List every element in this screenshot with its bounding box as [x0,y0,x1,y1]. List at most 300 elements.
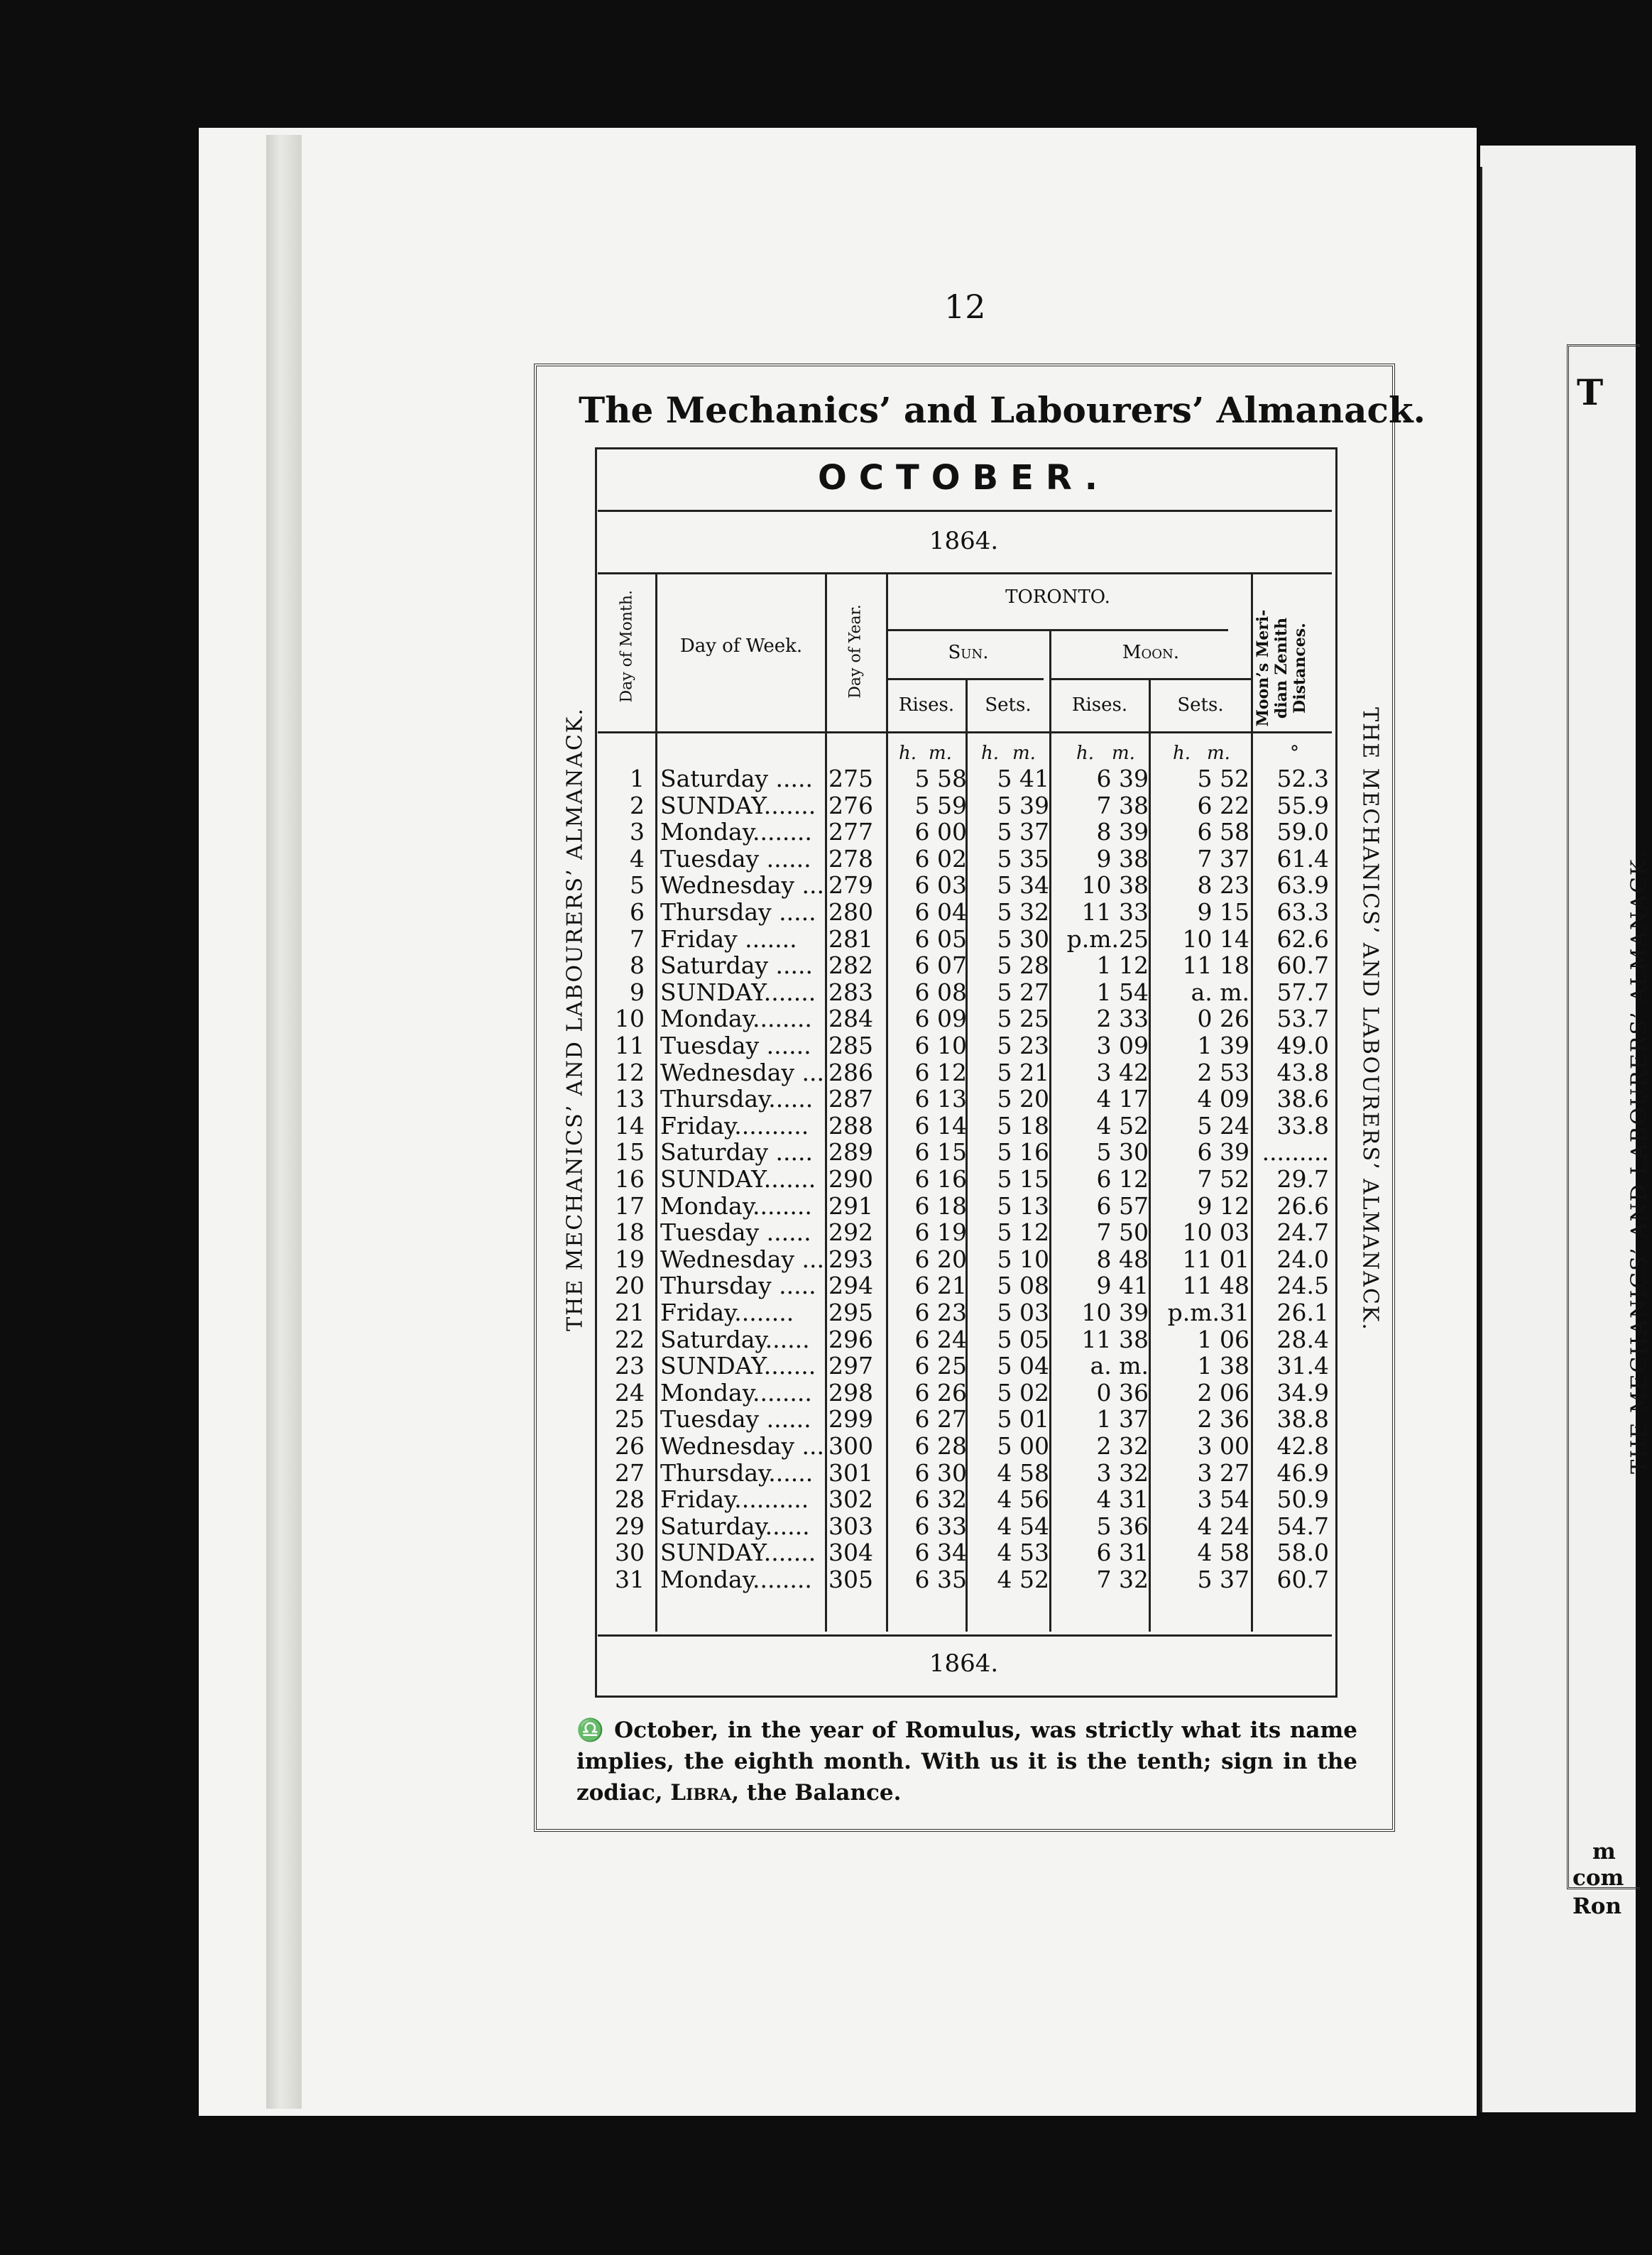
day-of-week-cell: Saturday...... [660,1325,810,1353]
moon-rises-cell: 10 39 [1081,1299,1149,1326]
year-bottom: 1864. [929,1649,999,1678]
sun-rises-cell: 6 24 [914,1325,967,1353]
moon-rises-cell: 7 50 [1096,1218,1149,1247]
day-of-month-cell: 6 [630,898,645,926]
day-of-month-cell: 29 [615,1512,645,1540]
unit-m: m. [929,743,952,764]
moon-rises-cell: 1 37 [1096,1405,1149,1434]
zenith-distance-cell: 60.7 [1276,951,1329,980]
zenith-distance-cell: 61.4 [1276,844,1329,873]
table-row [598,792,1332,819]
table-row [598,1299,1332,1326]
table-row [598,1406,1332,1433]
day-of-week-cell: Tuesday ...... [660,1032,811,1059]
moon-sets-cell: 7 52 [1197,1165,1249,1193]
moon-rises-cell: a. m. [1090,1352,1149,1380]
day-of-year-cell: 297 [828,1352,873,1380]
unit-h: h. [1076,743,1095,764]
zenith-distance-cell: 24.5 [1276,1272,1329,1300]
day-of-year-cell: 282 [828,951,873,980]
day-of-week-cell: Saturday...... [660,1512,810,1540]
sun-rises-cell: 6 20 [914,1245,967,1273]
zenith-distance-cell: 52.3 [1276,765,1329,792]
zenith-distance-cell: 24.7 [1276,1218,1329,1247]
moon-rises-cell: 1 12 [1096,951,1149,980]
sun-rises-cell: 6 12 [914,1058,967,1086]
day-of-month-cell: 3 [630,818,645,846]
sun-rises-cell: 6 27 [914,1405,967,1434]
day-of-month-cell: 22 [615,1325,645,1353]
day-of-year-cell: 276 [828,791,873,819]
moon-sets-cell: 10 14 [1182,924,1249,953]
day-of-month-cell: 14 [615,1111,645,1140]
moon-rises-cell: 5 36 [1096,1512,1149,1540]
sun-rises-cell: 6 35 [914,1566,967,1593]
zenith-distance-cell: 50.9 [1276,1485,1329,1514]
moon-sets-cell: 5 37 [1197,1566,1249,1593]
day-of-week-cell: Wednesday ... [660,1058,824,1086]
day-of-week-cell: SUNDAY....... [660,978,816,1006]
facing-page-title: T [1577,371,1604,413]
day-of-year-cell: 281 [828,924,873,953]
sun-rises-cell: 6 03 [914,871,967,900]
moon-rises-cell: 7 38 [1096,791,1149,819]
zenith-distance-cell: 49.0 [1276,1032,1329,1059]
unit-m: m. [1012,743,1036,764]
page-title: The Mechanics’ and Labourers’ Almanack. [579,389,1426,431]
header-rule [598,731,1332,733]
moon-rises-cell: 8 39 [1096,818,1149,846]
unit-h: h. [981,743,1000,764]
day-of-year-cell: 292 [828,1218,873,1247]
moon-sets-cell: 7 37 [1197,844,1249,873]
sun-sets-cell: 5 23 [997,1032,1049,1059]
header-day-of-week: Day of Week. [679,635,803,657]
day-of-year-cell: 295 [828,1299,873,1326]
table-row [598,1433,1332,1460]
day-of-year-cell: 290 [828,1165,873,1193]
sun-rises-cell: 6 07 [914,951,967,980]
sun-rises-cell: 6 26 [914,1378,967,1407]
sun-sets-cell: 5 08 [997,1272,1049,1300]
day-of-week-cell: Tuesday ...... [660,1218,811,1247]
table-row [598,926,1332,953]
moon-rises-cell: 4 17 [1096,1085,1149,1113]
header-day-of-month: Day of Month. [618,589,636,703]
units-row [598,741,1332,768]
unit-degree: ° [1290,743,1299,764]
sun-rises-cell: 6 04 [914,898,967,926]
moon-rises-cell: 1 54 [1096,978,1149,1006]
day-of-year-cell: 300 [828,1432,873,1460]
day-of-month-cell: 21 [615,1299,645,1326]
table-row [598,1380,1332,1407]
sun-sets-cell: 5 04 [997,1352,1049,1380]
zenith-distance-cell: 38.6 [1276,1085,1329,1113]
unit-h: h. [1173,743,1191,764]
zenith-distance-cell: 60.7 [1276,1566,1329,1593]
zenith-distance-cell: 63.3 [1276,898,1329,926]
day-of-month-cell: 7 [630,924,645,953]
libra-icon: ♎ [576,1718,606,1743]
zenith-distance-cell: 54.7 [1276,1512,1329,1540]
moon-sets-cell: a. m. [1191,978,1249,1006]
day-of-week-cell: Thursday ..... [660,1272,816,1300]
sun-sets-cell: 5 28 [997,951,1049,980]
moon-rises-cell: 6 31 [1096,1539,1149,1567]
day-of-year-cell: 286 [828,1058,873,1086]
sun-sets-cell: 5 15 [997,1165,1049,1193]
table-row [598,1193,1332,1220]
day-of-week-cell: Friday.......... [660,1111,809,1140]
day-of-week-cell: Friday ....... [660,924,797,953]
header-moon: Moon. [1122,642,1180,663]
footer-rule [598,1634,1332,1637]
moon-rises-cell: 4 52 [1096,1111,1149,1140]
sun-sets-cell: 4 53 [997,1539,1049,1567]
zenith-distance-cell: 43.8 [1276,1058,1329,1086]
table-row [598,1086,1332,1113]
day-of-month-cell: 9 [630,978,645,1006]
sun-rises-cell: 6 23 [914,1299,967,1326]
day-of-week-cell: Wednesday ... [660,1245,824,1273]
day-of-year-cell: 302 [828,1485,873,1514]
moon-rises-cell: 8 48 [1096,1245,1149,1273]
moon-sets-cell: 3 54 [1197,1485,1249,1514]
moon-rises-cell: 7 32 [1096,1566,1149,1593]
moon-sets-cell: 1 38 [1197,1352,1249,1380]
day-of-week-cell: Friday.......... [660,1485,809,1514]
sun-sets-cell: 5 00 [997,1432,1049,1460]
sun-sets-cell: 5 03 [997,1299,1049,1326]
footnote-text-1: October, in the year of Romulus, was strictly what its name implies, the eighth month. With us it is the tenth; sign in the zodiac, [576,1718,1357,1806]
day-of-month-cell: 23 [615,1352,645,1380]
sun-rises-cell: 5 59 [914,791,967,819]
month-title: OCTOBER. [817,458,1110,498]
day-of-week-cell: Monday........ [660,1378,812,1407]
zenith-distance-cell: 29.7 [1276,1165,1329,1193]
day-of-year-cell: 278 [828,844,873,873]
sun-rises-cell: 6 08 [914,978,967,1006]
libra-footnote [576,1715,1357,1808]
day-of-month-cell: 11 [615,1032,645,1059]
zenith-distance-cell: 46.9 [1276,1458,1329,1487]
moon-rises-cell: 11 38 [1081,1325,1149,1353]
sun-sets-cell: 5 01 [997,1405,1049,1434]
moon-sets-cell: 4 09 [1197,1085,1249,1113]
day-of-year-cell: 296 [828,1325,873,1353]
moon-sets-cell: 6 39 [1197,1138,1249,1167]
moon-sets-cell: 2 06 [1197,1378,1249,1407]
day-of-year-cell: 279 [828,871,873,900]
moon-rises-cell: 9 38 [1096,844,1149,873]
sun-sets-cell: 5 41 [997,765,1049,792]
sun-sets-cell: 4 54 [997,1512,1049,1540]
sun-rises-cell: 6 00 [914,818,967,846]
zenith-distance-cell: 59.0 [1276,818,1329,846]
moon-sets-cell: 4 58 [1197,1539,1249,1567]
day-of-week-cell: Saturday ..... [660,765,813,792]
moon-sets-cell: 0 26 [1197,1005,1249,1033]
day-of-year-cell: 288 [828,1111,873,1140]
unit-h: h. [899,743,917,764]
day-of-year-cell: 287 [828,1085,873,1113]
day-of-week-cell: Tuesday ...... [660,844,811,873]
sun-sets-cell: 5 20 [997,1085,1049,1113]
moon-sets-cell: 3 27 [1197,1458,1249,1487]
zenith-distance-cell: 58.0 [1276,1539,1329,1567]
table-row [598,819,1332,846]
sun-rises-cell: 6 05 [914,924,967,953]
table-row [598,1139,1332,1166]
header-moon-sets: Sets. [1177,694,1224,716]
day-of-week-cell: Monday........ [660,1005,812,1033]
page-number: 12 [944,288,986,326]
day-of-month-cell: 8 [630,951,645,980]
table-row [598,899,1332,926]
moon-sets-cell: 9 15 [1197,898,1249,926]
table-row [598,1513,1332,1540]
day-of-week-cell: Thursday...... [660,1085,814,1113]
table-row [598,1272,1332,1299]
zenith-distance-cell: 53.7 [1276,1005,1329,1033]
sun-sets-cell: 5 18 [997,1111,1049,1140]
table-row [598,952,1332,979]
moon-rises-cell: 4 31 [1096,1485,1149,1514]
moon-sets-cell: 5 52 [1197,765,1249,792]
unit-m: m. [1207,743,1230,764]
day-of-week-cell: SUNDAY....... [660,1165,816,1193]
day-of-month-cell: 2 [630,791,645,819]
day-of-week-cell: Wednesday ... [660,871,824,900]
day-of-year-cell: 277 [828,818,873,846]
facing-page-line1: m [1592,1839,1616,1864]
sun-rises-cell: 6 25 [914,1352,967,1380]
sun-rises-cell: 6 19 [914,1218,967,1247]
zenith-distance-cell: 34.9 [1276,1378,1329,1407]
sun-rises-cell: 5 58 [914,765,967,792]
sun-sets-cell: 4 52 [997,1566,1049,1593]
table-row [598,872,1332,899]
right-side-label: THE MECHANICS’ AND LABOURERS’ ALMANACK. [1357,707,1383,1331]
moon-sets-cell: 5 24 [1197,1111,1249,1140]
day-of-week-cell: Tuesday ...... [660,1405,811,1434]
day-of-month-cell: 17 [615,1191,645,1220]
moon-rises-cell: 3 42 [1096,1058,1149,1086]
table-row [598,1353,1332,1380]
moon-sets-cell: 6 22 [1197,791,1249,819]
sun-sets-cell: 5 05 [997,1325,1049,1353]
moon-rises-cell: 2 33 [1096,1005,1149,1033]
sun-sets-cell: 5 30 [997,924,1049,953]
day-of-month-cell: 10 [615,1005,645,1033]
day-of-week-cell: SUNDAY....... [660,791,816,819]
facing-page-line3: Ron [1572,1894,1621,1919]
table-row [598,979,1332,1006]
day-of-month-cell: 18 [615,1218,645,1247]
sun-sets-cell: 4 56 [997,1485,1049,1514]
zenith-distance-cell: 28.4 [1276,1325,1329,1353]
sun-rises-cell: 6 16 [914,1165,967,1193]
sun-sets-cell: 5 32 [997,898,1049,926]
header-sun-rises: Rises. [898,694,955,716]
month-rule [598,510,1332,512]
moon-sets-cell: 2 36 [1197,1405,1249,1434]
day-of-week-cell: Monday........ [660,818,812,846]
sun-rises-cell: 6 09 [914,1005,967,1033]
day-of-month-cell: 31 [615,1566,645,1593]
zenith-distance-cell: 24.0 [1276,1245,1329,1273]
sun-sets-cell: 5 21 [997,1058,1049,1086]
zenith-distance-cell: 26.6 [1276,1191,1329,1220]
sun-sets-cell: 5 10 [997,1245,1049,1273]
day-of-year-cell: 303 [828,1512,873,1540]
moon-sets-cell: 4 24 [1197,1512,1249,1540]
day-of-week-cell: Wednesday ... [660,1432,824,1460]
day-of-year-cell: 305 [828,1566,873,1593]
header-zenith-distances: Moon’s Meri-dian Zenith Distances. [1254,609,1309,727]
day-of-month-cell: 20 [615,1272,645,1300]
table-row [598,1032,1332,1059]
day-of-month-cell: 30 [615,1539,645,1567]
moon-sets-cell: p.m.31 [1167,1299,1249,1326]
sun-rises-cell: 6 14 [914,1111,967,1140]
header-sun: Sun. [948,642,989,663]
header-toronto: TORONTO. [1005,586,1110,608]
table-row [598,846,1332,873]
sun-rises-cell: 6 18 [914,1191,967,1220]
day-of-month-cell: 28 [615,1485,645,1514]
zenith-distance-cell: ......... [1262,1138,1329,1167]
day-of-year-cell: 304 [828,1539,873,1567]
moon-sets-cell: 11 01 [1182,1245,1249,1273]
moon-rises-cell: 3 32 [1096,1458,1149,1487]
moon-rises-cell: 6 39 [1096,765,1149,792]
moon-rises-cell: p.m.25 [1066,924,1149,953]
sun-rises-cell: 6 13 [914,1085,967,1113]
day-of-year-cell: 280 [828,898,873,926]
sun-rises-cell: 6 15 [914,1138,967,1167]
day-of-year-cell: 293 [828,1245,873,1273]
day-of-year-cell: 285 [828,1032,873,1059]
day-of-month-cell: 25 [615,1405,645,1434]
sun-sets-cell: 5 02 [997,1378,1049,1407]
moon-rises-cell: 3 09 [1096,1032,1149,1059]
table-row [598,1166,1332,1193]
moon-rises-cell: 2 32 [1096,1432,1149,1460]
zenith-distance-cell: 55.9 [1276,791,1329,819]
zenith-distance-cell: 63.9 [1276,871,1329,900]
moon-sets-cell: 11 18 [1182,951,1249,980]
sun-sets-cell: 4 58 [997,1458,1049,1487]
moon-sets-cell: 2 53 [1197,1058,1249,1086]
table-row [598,1539,1332,1566]
day-of-month-cell: 27 [615,1458,645,1487]
day-of-month-cell: 26 [615,1432,645,1460]
moon-rises-cell: 6 57 [1096,1191,1149,1220]
facing-page [1480,146,1652,2112]
moon-sets-cell: 9 12 [1197,1191,1249,1220]
table-row [598,1326,1332,1353]
table-row [598,1486,1332,1513]
sun-sets-cell: 5 34 [997,871,1049,900]
sun-sets-cell: 5 35 [997,844,1049,873]
sun-rises-cell: 6 21 [914,1272,967,1300]
sun-sets-cell: 5 39 [997,791,1049,819]
zenith-distance-cell: 57.7 [1276,978,1329,1006]
day-of-month-cell: 15 [615,1138,645,1167]
sun-rises-cell: 6 34 [914,1539,967,1567]
sun-sets-cell: 5 13 [997,1191,1049,1220]
header-sun-sets: Sets. [985,694,1032,716]
year-top: 1864. [929,527,999,555]
day-of-week-cell: Thursday ..... [660,898,816,926]
day-of-month-cell: 13 [615,1085,645,1113]
day-of-year-cell: 298 [828,1378,873,1407]
day-of-year-cell: 275 [828,765,873,792]
zenith-distance-cell: 62.6 [1276,924,1329,953]
year-rule [598,572,1332,574]
moon-rises-cell: 5 30 [1096,1138,1149,1167]
sun-rises-cell: 6 33 [914,1512,967,1540]
sun-sets-cell: 5 25 [997,1005,1049,1033]
sun-rises-cell: 6 30 [914,1458,967,1487]
day-of-week-cell: Saturday ..... [660,951,813,980]
sun-rises-cell: 6 10 [914,1032,967,1059]
moon-sets-cell: 11 48 [1182,1272,1249,1300]
day-of-month-cell: 19 [615,1245,645,1273]
table-row [598,1059,1332,1086]
table-row [598,1566,1332,1593]
zenith-distance-cell: 31.4 [1276,1352,1329,1380]
moon-rises-cell: 0 36 [1096,1378,1149,1407]
book-gutter [266,135,302,2109]
day-of-year-cell: 284 [828,1005,873,1033]
moon-sets-cell: 3 00 [1197,1432,1249,1460]
day-of-year-cell: 283 [828,978,873,1006]
day-of-month-cell: 5 [630,871,645,900]
day-of-week-cell: Monday........ [660,1566,812,1593]
facing-page-side-label: THE MECHANICS’ AND LABOURERS’ ALMANACK. [1626,850,1652,1474]
day-of-year-cell: 301 [828,1458,873,1487]
moon-sets-cell: 6 58 [1197,818,1249,846]
table-row [598,1005,1332,1032]
day-of-month-cell: 4 [630,844,645,873]
table-row [598,1246,1332,1273]
footnote-libra: Libra [670,1780,732,1806]
day-of-year-cell: 289 [828,1138,873,1167]
sun-rises-cell: 6 02 [914,844,967,873]
table-row [598,1460,1332,1487]
day-of-week-cell: Thursday...... [660,1458,814,1487]
moon-sets-cell: 1 39 [1197,1032,1249,1059]
moon-sets-cell: 8 23 [1197,871,1249,900]
table-row [598,1113,1332,1140]
day-of-month-cell: 16 [615,1165,645,1193]
moon-rises-cell: 6 12 [1096,1165,1149,1193]
table-row [598,1219,1332,1246]
sun-sets-cell: 5 27 [997,978,1049,1006]
zenith-distance-cell: 26.1 [1276,1299,1329,1326]
day-of-week-cell: SUNDAY....... [660,1539,816,1567]
day-of-month-cell: 12 [615,1058,645,1086]
sun-sets-cell: 5 16 [997,1138,1049,1167]
facing-page-line2: com [1572,1865,1624,1891]
day-of-week-cell: SUNDAY....... [660,1352,816,1380]
zenith-distance-cell: 33.8 [1276,1111,1329,1140]
moon-sets-cell: 10 03 [1182,1218,1249,1247]
header-day-of-year: Day of Year. [846,604,865,699]
